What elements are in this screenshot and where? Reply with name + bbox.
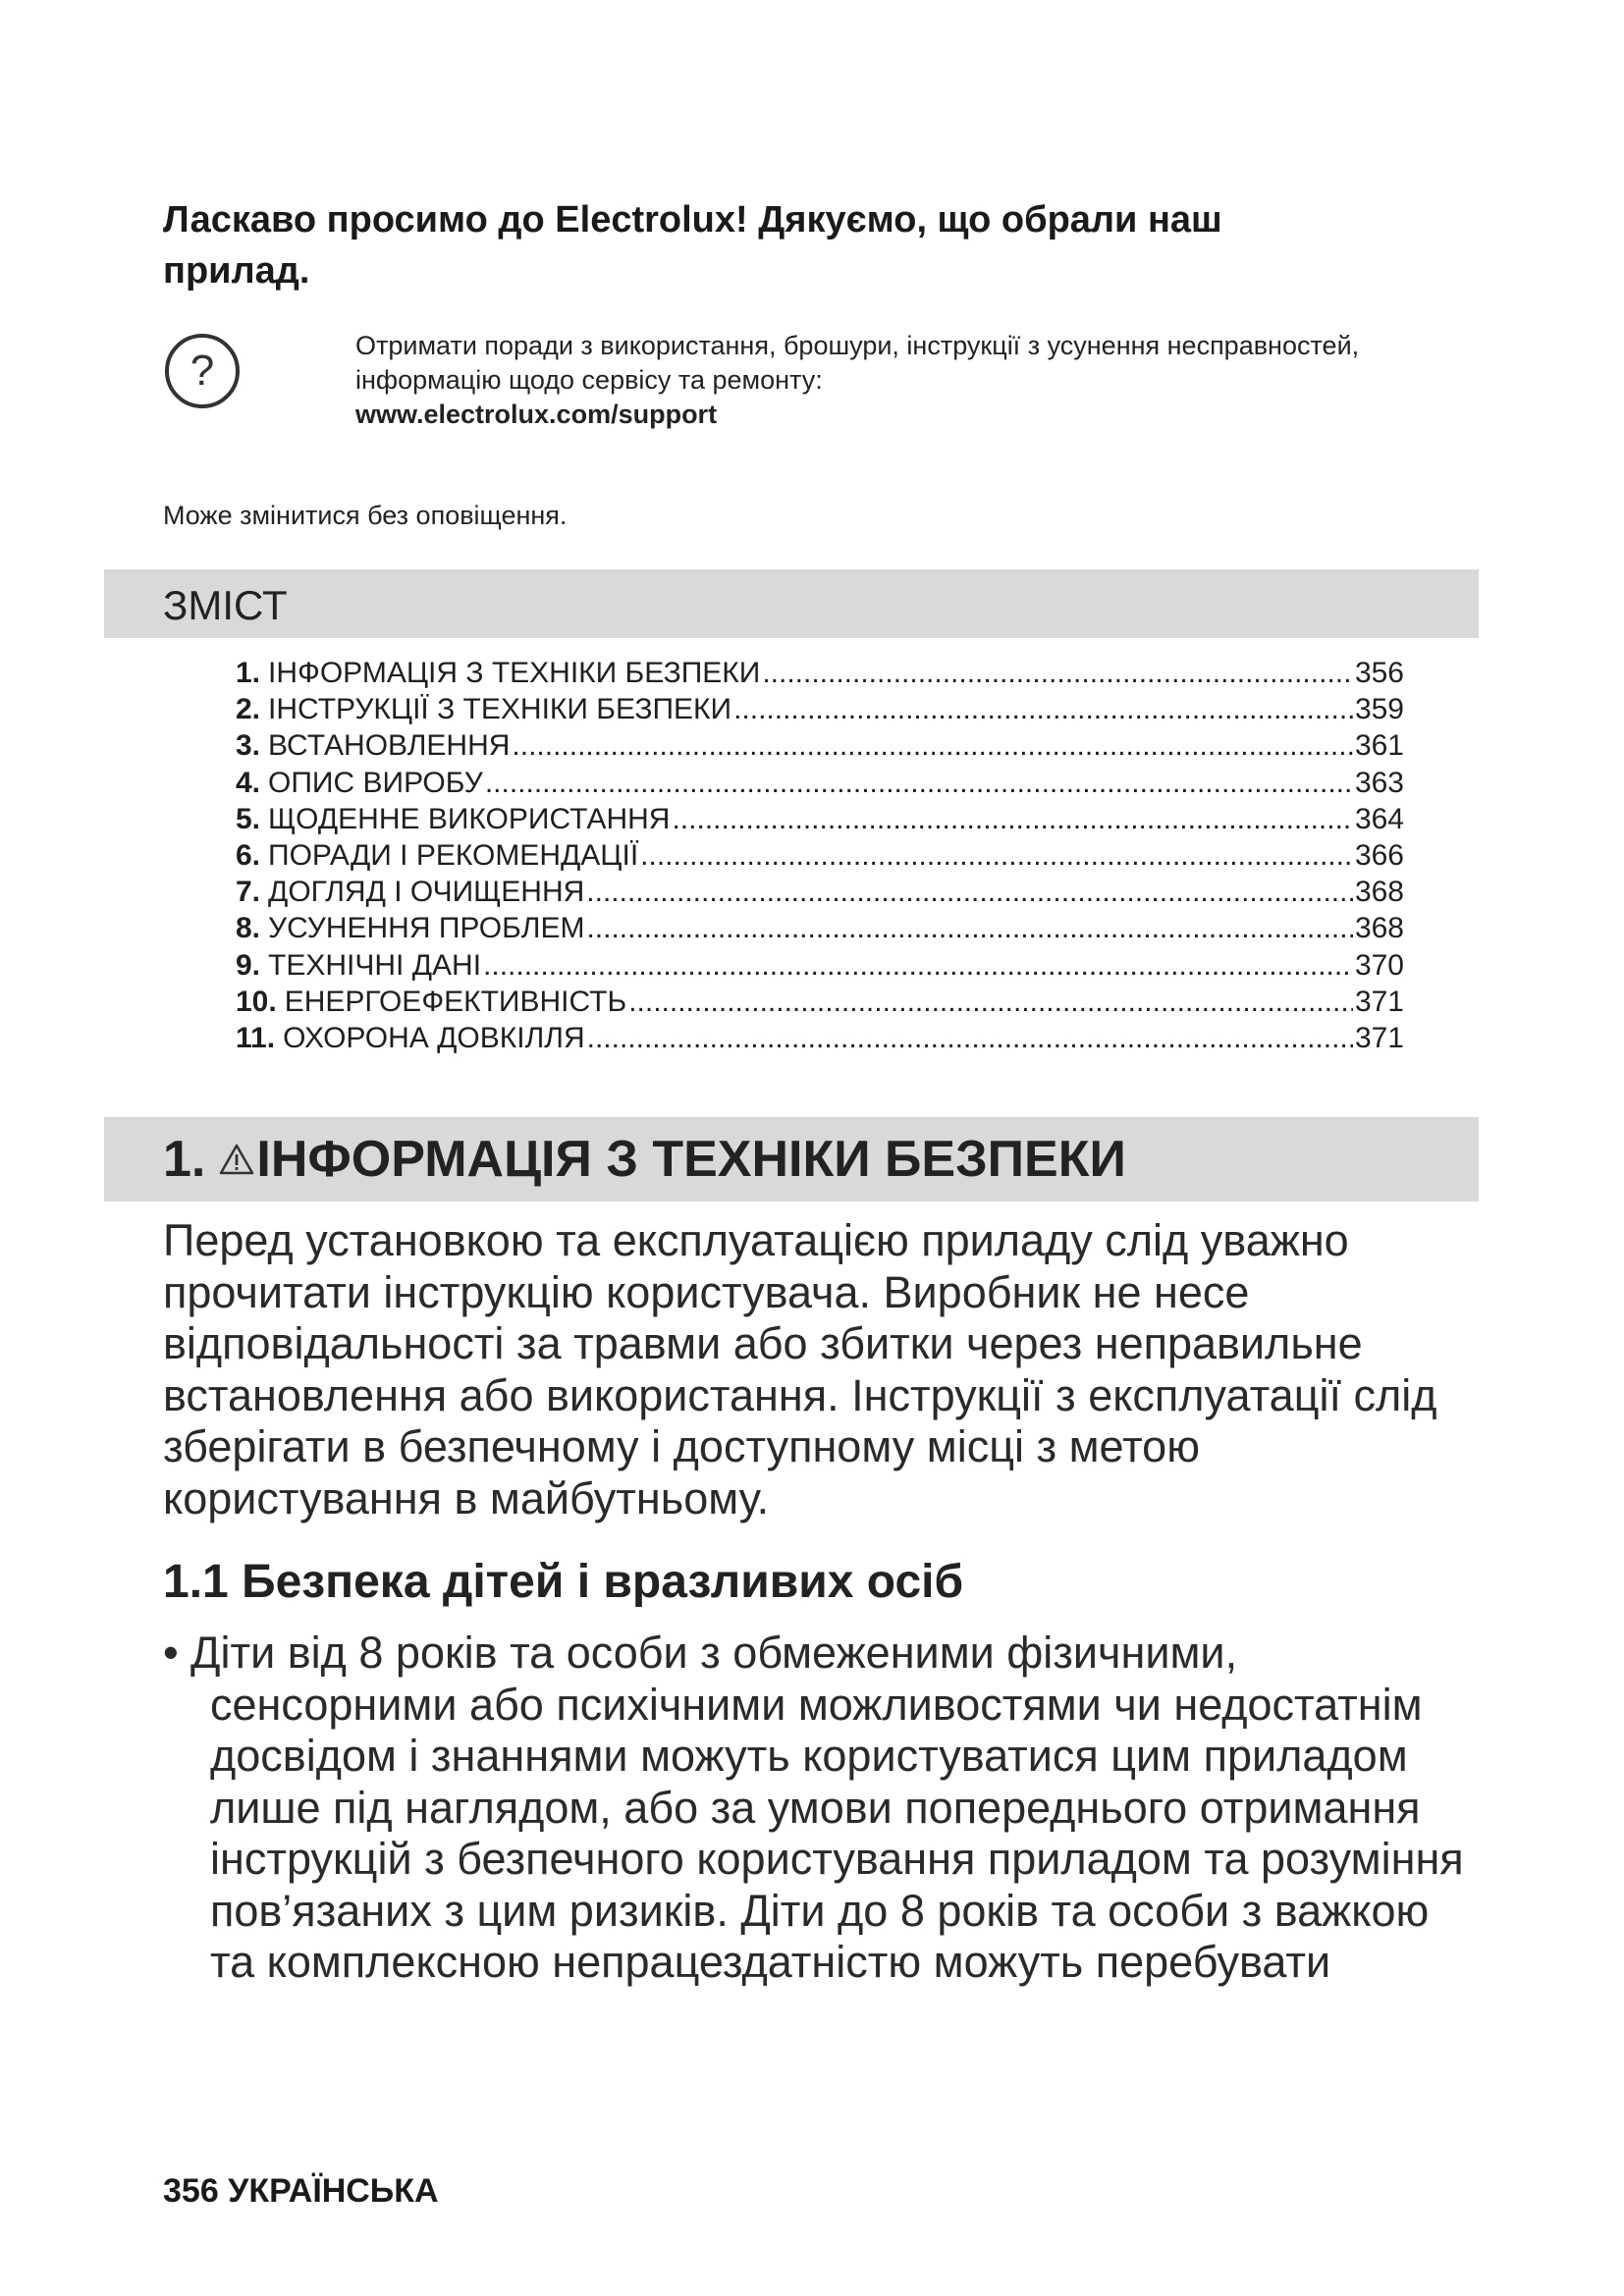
warning-triangle-icon bbox=[219, 1143, 254, 1176]
toc-item-page: 363 bbox=[1354, 766, 1404, 799]
welcome-heading: Ласкаво просимо до Electrolux! Дякуємо, що обрали наш прилад. bbox=[163, 199, 1222, 292]
toc-item-label: ІНСТРУКЦІЇ З ТЕХНІКИ БЕЗПЕКИ bbox=[268, 693, 732, 726]
toc-item-label: ПОРАДИ І РЕКОМЕНДАЦІЇ bbox=[268, 838, 639, 872]
support-info bbox=[355, 329, 1485, 432]
table-of-contents bbox=[236, 655, 1404, 1056]
toc-item[interactable]: 6. ПОРАДИ І РЕКОМЕНДАЦІЇ ..... 366 bbox=[236, 837, 1404, 874]
toc-title: ЗМІСТ bbox=[163, 582, 288, 628]
section-number: 1. bbox=[163, 1131, 206, 1188]
support-description: Отримати поради з використання, брошури, інструкції з усунення несправностей, інформацію щодо сервісу та ремонту: bbox=[355, 331, 1360, 395]
bullet-text: Діти від 8 років та особи з обмеженими фізичними, сенсорними або психічними можливостями чи недостатнім досвідом і знаннями можуть користуватися цим приладом лише під наглядом, або за умови попереднього отримання інструкцій з безпечного користування приладом та розуміння пов’язаних з цим ризиків. Діти до 8 років та особи з важкою та комплексною непрацездатністю можуть перебувати bbox=[190, 1628, 1464, 1987]
toc-item-page: 370 bbox=[1354, 948, 1404, 982]
toc-item[interactable]: 2. ІНСТРУКЦІЇ З ТЕХНІКИ БЕЗПЕКИ ..... 359 bbox=[236, 691, 1404, 727]
toc-item[interactable]: 8. УСУНЕННЯ ПРОБЛЕМ ..... 368 bbox=[236, 910, 1404, 946]
toc-item[interactable]: 1. ІНФОРМАЦІЯ З ТЕХНІКИ БЕЗПЕКИ ..... 356 bbox=[236, 655, 1404, 691]
toc-item-page: 359 bbox=[1354, 693, 1404, 726]
support-link[interactable]: www.electrolux.com/support bbox=[355, 400, 718, 429]
toc-item-label: ІНФОРМАЦІЯ З ТЕХНІКИ БЕЗПЕКИ bbox=[268, 657, 761, 689]
toc-item[interactable]: 5. ЩОДЕННЕ ВИКОРИСТАННЯ ..... 364 bbox=[236, 801, 1404, 837]
toc-item-page: 371 bbox=[1354, 1021, 1404, 1054]
toc-item-page: 361 bbox=[1354, 729, 1404, 763]
change-notice: Може змінитися без оповіщення. bbox=[163, 501, 568, 530]
toc-item-label: ЕНЕРГОЕФЕКТИВНІСТЬ bbox=[284, 985, 627, 1018]
toc-item-page: 356 bbox=[1354, 657, 1404, 689]
toc-item-page: 364 bbox=[1354, 802, 1404, 835]
toc-item-page: 366 bbox=[1354, 838, 1404, 872]
subsection-title: 1.1 Безпека дітей і вразливих осіб bbox=[163, 1556, 964, 1608]
section-title-text: ІНФОРМАЦІЯ З ТЕХНІКИ БЕЗПЕКИ bbox=[256, 1131, 1126, 1188]
toc-item-label: ВСТАНОВЛЕННЯ bbox=[268, 729, 511, 763]
page-footer: 356 УКРАЇНСЬКА bbox=[163, 2172, 439, 2210]
toc-item[interactable]: 11. ОХОРОНА ДОВКІЛЛЯ ..... 371 bbox=[236, 1020, 1404, 1056]
toc-item-label: ТЕХНІЧНІ ДАНІ bbox=[268, 948, 482, 982]
toc-item-label: ЩОДЕННЕ ВИКОРИСТАННЯ bbox=[268, 802, 671, 835]
toc-item[interactable]: 9. ТЕХНІЧНІ ДАНІ ..... 370 bbox=[236, 947, 1404, 984]
toc-item-label: УСУНЕННЯ ПРОБЛЕМ bbox=[268, 912, 585, 945]
bullet-item bbox=[163, 1628, 1479, 1989]
toc-header-band bbox=[104, 569, 1479, 638]
toc-item-page: 368 bbox=[1354, 912, 1404, 945]
toc-item[interactable]: 4. ОПИС ВИРОБУ ..... 363 bbox=[236, 765, 1404, 801]
toc-item-page: 371 bbox=[1354, 985, 1404, 1018]
section-title bbox=[163, 1129, 1126, 1190]
bullet-dot: • bbox=[163, 1628, 179, 1678]
svg-text:?: ? bbox=[189, 347, 215, 395]
toc-item-page: 368 bbox=[1354, 876, 1404, 909]
toc-item[interactable]: 10. ЕНЕРГОЕФЕКТИВНІСТЬ ..... 371 bbox=[236, 984, 1404, 1020]
toc-item-label: ОХОРОНА ДОВКІЛЛЯ bbox=[283, 1021, 585, 1054]
section-body: Перед установкою та експлуатацією приладу слід уважно прочитати інструкцію користувача. Виробник не несе відповідальності за травми або збитки через неправильне встановлення або використання. Інструкції з експлуатації слід зберігати в безпечному і доступному місці з метою користування в майбутньому. bbox=[163, 1215, 1437, 1523]
toc-item[interactable]: 7. ДОГЛЯД І ОЧИЩЕННЯ ..... 368 bbox=[236, 874, 1404, 910]
toc-item-label: ОПИС ВИРОБУ bbox=[268, 766, 483, 799]
toc-item[interactable]: 3. ВСТАНОВЛЕННЯ ..... 361 bbox=[236, 727, 1404, 764]
question-circle-icon bbox=[163, 332, 242, 410]
toc-item-label: ДОГЛЯД І ОЧИЩЕННЯ bbox=[268, 876, 585, 909]
